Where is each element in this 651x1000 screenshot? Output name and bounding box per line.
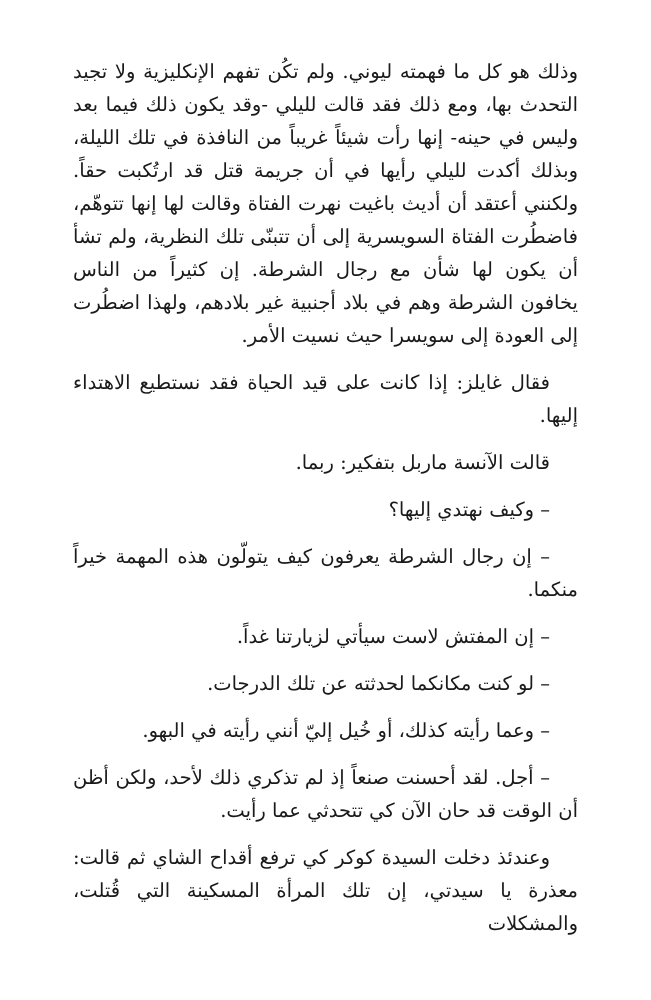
dialogue-line: – أجل. لقد أحسنت صنعاً إذ لم تذكري ذلك لأحد، ولكن أظن أن الوقت قد حان الآن كي تتحدثي عما رأيت. <box>73 766 578 822</box>
dialogue-line: – لو كنت مكانكما لحدثته عن تلك الدرجات. <box>207 672 550 695</box>
paragraph-mrs-cocker: وعندئذ دخلت السيدة كوكر كي ترفع أقداح الشاي ثم قالت: معذرة يا سيدتي، إن تلك المرأة المسكينة التي قُتلت، والمشكلات <box>73 846 578 935</box>
dialogue-line: – وكيف نهتدي إليها؟ <box>388 498 550 521</box>
dialogue-line: – إن رجال الشرطة يعرفون كيف يتولّون هذه المهمة خيراً منكما. <box>73 545 578 601</box>
paragraph-marple-reply: قالت الآنسة ماربل بتفكير: ربما. <box>295 451 550 474</box>
dialogue-line: – وعما رأيته كذلك، أو خُيل إليّ أنني رأيته في البهو. <box>142 719 550 742</box>
paragraph-narration: وذلك هو كل ما فهمته ليوني. ولم تكُن تفهم الإنكليزية ولا تجيد التحدث بها، ومع ذلك فقد قالت لليلي -وقد يكون ذلك فيما بعد وليس في حينه- إنها رأت شيئاً غريباً من النافذة في تلك الليلة، وبذلك أكدت لليلي رأيها في أن جريمة قتل قد ارتُكبت حقاً. ولكنني أعتقد أن أديث باغيت نهرت الفتاة وقالت لها إنها تتوهّم، فاضطُرت الفتاة السويسرية إلى أن تتبنّى تلك النظرية، ولم تشأ أن يكون لها شأن مع رجال الشرطة. إن كثيراً من الناس يخافون الشرطة وهم في بلاد أجنبية غير بلادهم، ولهذا اضطُرت إلى العودة إلى سويسرا حيث نسيت الأمر. <box>73 60 578 347</box>
paragraph-giles-remark: فقال غايلز: إذا كانت على قيد الحياة فقد نستطيع الاهتداء إليها. <box>73 371 578 427</box>
dialogue-line: – إن المفتش لاست سيأتي لزيارتنا غداً. <box>236 625 550 648</box>
